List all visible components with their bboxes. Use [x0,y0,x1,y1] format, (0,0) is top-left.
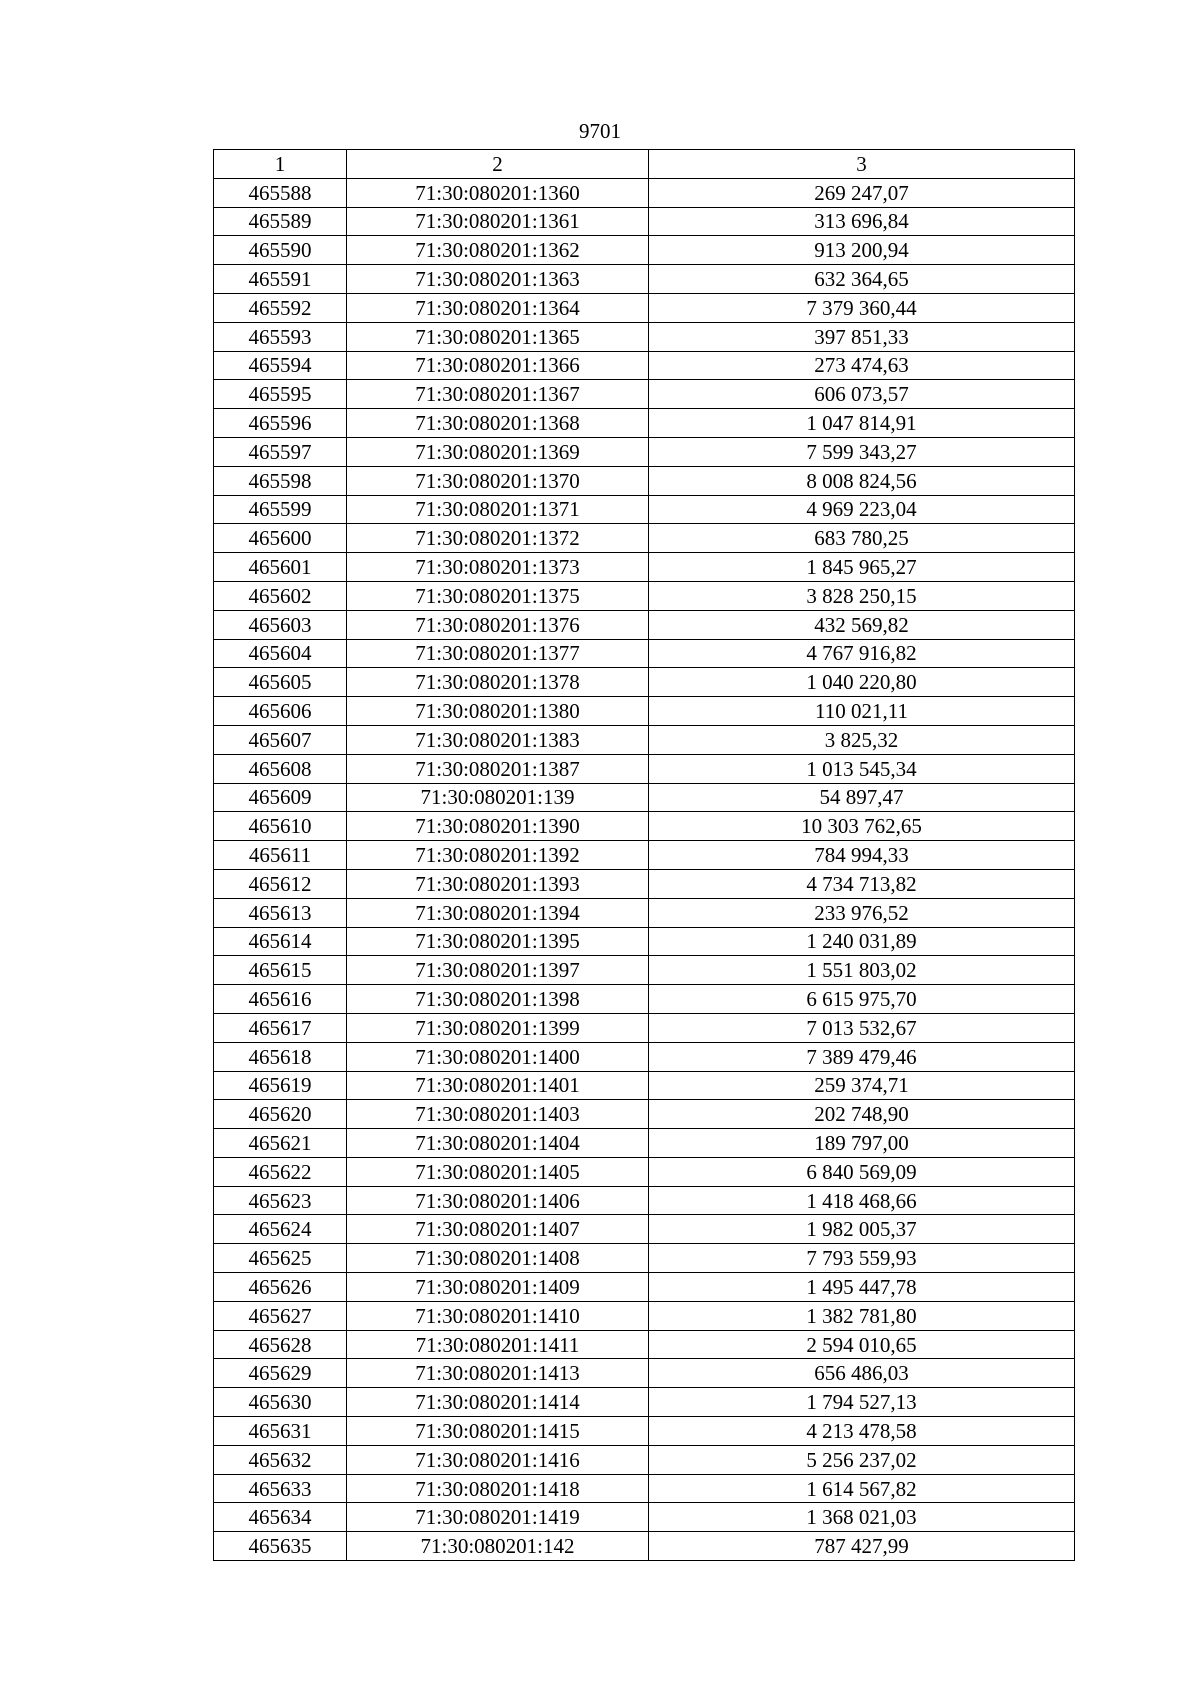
row-number-cell: 465599 [214,495,347,524]
cadastral-number-cell: 71:30:080201:1400 [347,1042,649,1071]
table-row [214,524,1075,553]
table-row [214,1474,1075,1503]
cadastral-value-cell: 1 013 545,34 [649,754,1075,783]
cadastral-number-cell: 71:30:080201:1376 [347,610,649,639]
table-row [214,610,1075,639]
table-row [214,553,1075,582]
cadastral-number-cell: 71:30:080201:1373 [347,553,649,582]
cadastral-number-cell: 71:30:080201:1409 [347,1273,649,1302]
column-header-2: 2 [347,150,649,179]
table-row [214,1042,1075,1071]
cadastral-value-cell: 1 040 220,80 [649,668,1075,697]
row-number-cell: 465628 [214,1330,347,1359]
row-number-cell: 465624 [214,1215,347,1244]
row-number-cell: 465633 [214,1474,347,1503]
header-row [214,150,1075,179]
table-row [214,1129,1075,1158]
table-row [214,380,1075,409]
table-row [214,207,1075,236]
row-number-cell: 465622 [214,1157,347,1186]
row-number-cell: 465626 [214,1273,347,1302]
cadastral-number-cell: 71:30:080201:1395 [347,927,649,956]
row-number-cell: 465615 [214,956,347,985]
row-number-cell: 465617 [214,1013,347,1042]
row-number-cell: 465608 [214,754,347,783]
row-number-cell: 465630 [214,1388,347,1417]
table-row [214,1301,1075,1330]
cadastral-value-cell: 1 982 005,37 [649,1215,1075,1244]
cadastral-number-cell: 71:30:080201:1365 [347,322,649,351]
cadastral-value-cell: 259 374,71 [649,1071,1075,1100]
cadastral-value-cell: 7 793 559,93 [649,1244,1075,1273]
cadastral-value-cell: 10 303 762,65 [649,812,1075,841]
cadastral-value-cell: 5 256 237,02 [649,1445,1075,1474]
cadastral-value-cell: 4 767 916,82 [649,639,1075,668]
cadastral-value-cell: 1 495 447,78 [649,1273,1075,1302]
page-number: 9701 [579,119,621,143]
cadastral-value-cell: 1 047 814,91 [649,409,1075,438]
table-row [214,322,1075,351]
row-number-cell: 465614 [214,927,347,956]
cadastral-number-cell: 71:30:080201:1392 [347,841,649,870]
cadastral-number-cell: 71:30:080201:1394 [347,898,649,927]
table-row [214,869,1075,898]
table-row [214,495,1075,524]
cadastral-value-cell: 4 734 713,82 [649,869,1075,898]
table-row [214,927,1075,956]
cadastral-value-cell: 54 897,47 [649,783,1075,812]
cadastral-value-cell: 7 379 360,44 [649,293,1075,322]
table-header [214,150,1075,179]
column-header-3: 3 [649,150,1075,179]
cadastral-number-cell: 71:30:080201:1390 [347,812,649,841]
row-number-cell: 465621 [214,1129,347,1158]
table-row [214,841,1075,870]
cadastral-number-cell: 71:30:080201:1418 [347,1474,649,1503]
cadastral-value-cell: 1 551 803,02 [649,956,1075,985]
cadastral-value-cell: 8 008 824,56 [649,466,1075,495]
row-number-cell: 465632 [214,1445,347,1474]
cadastral-number-cell: 71:30:080201:1363 [347,265,649,294]
cadastral-value-cell: 2 594 010,65 [649,1330,1075,1359]
cadastral-number-cell: 71:30:080201:142 [347,1532,649,1561]
cadastral-number-cell: 71:30:080201:1377 [347,639,649,668]
table-row [214,639,1075,668]
cadastral-number-cell: 71:30:080201:1416 [347,1445,649,1474]
row-number-cell: 465605 [214,668,347,697]
row-number-cell: 465596 [214,409,347,438]
table-row [214,725,1075,754]
row-number-cell: 465612 [214,869,347,898]
table-row [214,293,1075,322]
cadastral-value-cell: 233 976,52 [649,898,1075,927]
cadastral-value-cell: 683 780,25 [649,524,1075,553]
table-row [214,1445,1075,1474]
cadastral-value-cell: 397 851,33 [649,322,1075,351]
row-number-cell: 465609 [214,783,347,812]
cadastral-number-cell: 71:30:080201:1408 [347,1244,649,1273]
cadastral-value-cell: 7 013 532,67 [649,1013,1075,1042]
cadastral-value-cell: 189 797,00 [649,1129,1075,1158]
cadastral-value-cell: 1 845 965,27 [649,553,1075,582]
row-number-cell: 465625 [214,1244,347,1273]
row-number-cell: 465588 [214,178,347,207]
row-number-cell: 465635 [214,1532,347,1561]
row-number-cell: 465619 [214,1071,347,1100]
cadastral-number-cell: 71:30:080201:1405 [347,1157,649,1186]
table-row [214,985,1075,1014]
cadastral-number-cell: 71:30:080201:1407 [347,1215,649,1244]
cadastral-number-cell: 71:30:080201:1411 [347,1330,649,1359]
cadastral-value-cell: 202 748,90 [649,1100,1075,1129]
cadastral-value-cell: 3 825,32 [649,725,1075,754]
table-row [214,697,1075,726]
table-row [214,409,1075,438]
cadastral-number-cell: 71:30:080201:1383 [347,725,649,754]
cadastral-value-cell: 1 368 021,03 [649,1503,1075,1532]
cadastral-value-cell: 313 696,84 [649,207,1075,236]
row-number-cell: 465601 [214,553,347,582]
cadastral-number-cell: 71:30:080201:1369 [347,437,649,466]
cadastral-number-cell: 71:30:080201:1404 [347,1129,649,1158]
row-number-cell: 465598 [214,466,347,495]
table-row [214,1417,1075,1446]
row-number-cell: 465611 [214,841,347,870]
cadastral-value-table [213,149,1075,1561]
cadastral-number-cell: 71:30:080201:1393 [347,869,649,898]
row-number-cell: 465590 [214,236,347,265]
cadastral-number-cell: 71:30:080201:1410 [347,1301,649,1330]
cadastral-value-cell: 1 794 527,13 [649,1388,1075,1417]
table-row [214,1013,1075,1042]
table-row [214,1215,1075,1244]
table-row [214,754,1075,783]
cadastral-number-cell: 71:30:080201:1413 [347,1359,649,1388]
cadastral-number-cell: 71:30:080201:1370 [347,466,649,495]
table-row [214,956,1075,985]
table-row [214,1157,1075,1186]
cadastral-number-cell: 71:30:080201:1378 [347,668,649,697]
row-number-cell: 465594 [214,351,347,380]
cadastral-number-cell: 71:30:080201:1375 [347,581,649,610]
row-number-cell: 465604 [214,639,347,668]
row-number-cell: 465595 [214,380,347,409]
cadastral-number-cell: 71:30:080201:1406 [347,1186,649,1215]
row-number-cell: 465613 [214,898,347,927]
cadastral-value-cell: 787 427,99 [649,1532,1075,1561]
table-row [214,1532,1075,1561]
cadastral-number-cell: 71:30:080201:1398 [347,985,649,1014]
cadastral-value-cell: 1 382 781,80 [649,1301,1075,1330]
cadastral-value-cell: 4 213 478,58 [649,1417,1075,1446]
cadastral-value-cell: 632 364,65 [649,265,1075,294]
table-row [214,236,1075,265]
cadastral-value-cell: 4 969 223,04 [649,495,1075,524]
cadastral-value-cell: 269 247,07 [649,178,1075,207]
cadastral-number-cell: 71:30:080201:1364 [347,293,649,322]
cadastral-number-cell: 71:30:080201:1380 [347,697,649,726]
row-number-cell: 465602 [214,581,347,610]
cadastral-value-cell: 7 389 479,46 [649,1042,1075,1071]
cadastral-value-cell: 110 021,11 [649,697,1075,726]
cadastral-number-cell: 71:30:080201:1368 [347,409,649,438]
cadastral-number-cell: 71:30:080201:1419 [347,1503,649,1532]
table-row [214,1244,1075,1273]
row-number-cell: 465610 [214,812,347,841]
table-row [214,1186,1075,1215]
cadastral-value-cell: 1 418 468,66 [649,1186,1075,1215]
row-number-cell: 465591 [214,265,347,294]
column-header-1: 1 [214,150,347,179]
cadastral-value-cell: 6 615 975,70 [649,985,1075,1014]
table-row [214,898,1075,927]
cadastral-value-cell: 273 474,63 [649,351,1075,380]
cadastral-value-cell: 3 828 250,15 [649,581,1075,610]
row-number-cell: 465629 [214,1359,347,1388]
table-body [214,178,1075,1560]
table-row [214,1273,1075,1302]
cadastral-value-cell: 606 073,57 [649,380,1075,409]
row-number-cell: 465634 [214,1503,347,1532]
cadastral-number-cell: 71:30:080201:1367 [347,380,649,409]
row-number-cell: 465616 [214,985,347,1014]
table-row [214,1330,1075,1359]
table-row [214,1359,1075,1388]
row-number-cell: 465600 [214,524,347,553]
cadastral-value-cell: 656 486,03 [649,1359,1075,1388]
cadastral-number-cell: 71:30:080201:1366 [347,351,649,380]
cadastral-value-cell: 432 569,82 [649,610,1075,639]
table-row [214,668,1075,697]
cadastral-number-cell: 71:30:080201:1414 [347,1388,649,1417]
table-row [214,1503,1075,1532]
cadastral-number-cell: 71:30:080201:1397 [347,956,649,985]
cadastral-number-cell: 71:30:080201:1360 [347,178,649,207]
row-number-cell: 465623 [214,1186,347,1215]
cadastral-number-cell: 71:30:080201:1403 [347,1100,649,1129]
table-row [214,466,1075,495]
row-number-cell: 465631 [214,1417,347,1446]
row-number-cell: 465589 [214,207,347,236]
row-number-cell: 465592 [214,293,347,322]
cadastral-number-cell: 71:30:080201:1371 [347,495,649,524]
row-number-cell: 465607 [214,725,347,754]
cadastral-number-cell: 71:30:080201:1387 [347,754,649,783]
table-row [214,1071,1075,1100]
table-row [214,581,1075,610]
cadastral-number-cell: 71:30:080201:1415 [347,1417,649,1446]
table-row [214,1388,1075,1417]
table-row [214,437,1075,466]
table-row [214,783,1075,812]
row-number-cell: 465618 [214,1042,347,1071]
cadastral-number-cell: 71:30:080201:1399 [347,1013,649,1042]
row-number-cell: 465606 [214,697,347,726]
cadastral-value-cell: 913 200,94 [649,236,1075,265]
cadastral-value-cell: 7 599 343,27 [649,437,1075,466]
cadastral-value-cell: 6 840 569,09 [649,1157,1075,1186]
table-row [214,178,1075,207]
row-number-cell: 465627 [214,1301,347,1330]
cadastral-value-cell: 1 240 031,89 [649,927,1075,956]
cadastral-number-cell: 71:30:080201:139 [347,783,649,812]
cadastral-number-cell: 71:30:080201:1361 [347,207,649,236]
table-row [214,812,1075,841]
row-number-cell: 465603 [214,610,347,639]
row-number-cell: 465593 [214,322,347,351]
cadastral-number-cell: 71:30:080201:1362 [347,236,649,265]
cadastral-value-cell: 1 614 567,82 [649,1474,1075,1503]
row-number-cell: 465597 [214,437,347,466]
cadastral-number-cell: 71:30:080201:1372 [347,524,649,553]
row-number-cell: 465620 [214,1100,347,1129]
cadastral-value-cell: 784 994,33 [649,841,1075,870]
table-row [214,351,1075,380]
table-row [214,265,1075,294]
table-row [214,1100,1075,1129]
cadastral-number-cell: 71:30:080201:1401 [347,1071,649,1100]
